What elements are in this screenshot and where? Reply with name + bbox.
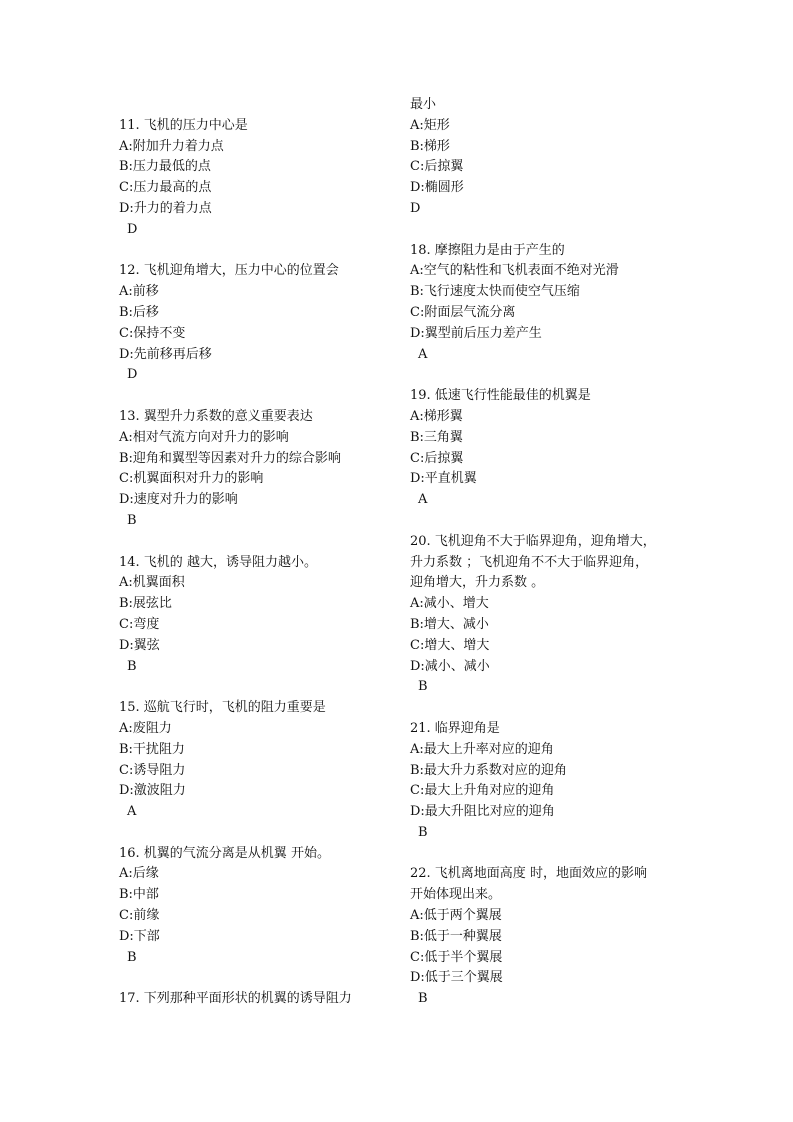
text-line: A:梯形翼 — [410, 408, 463, 424]
text-line: D:平直机翼 — [410, 471, 477, 487]
text-line: 开始体现出来。 — [410, 887, 502, 903]
answer-key: A — [127, 804, 137, 820]
text-line: B:后移 — [119, 304, 159, 320]
text-line: A:减小、增大 — [410, 596, 489, 612]
text-line: B:飞行速度太快而使空气压缩 — [410, 284, 580, 300]
answer-key: B — [418, 824, 428, 840]
blank-line — [410, 365, 690, 386]
text-line: 17. 下列那种平面形状的机翼的诱导阻力 — [119, 991, 352, 1007]
blank-line — [119, 386, 399, 407]
text-line: C:后掠翼 — [410, 159, 464, 175]
text-line: C:增大、增大 — [410, 637, 490, 653]
text-line: 20. 飞机迎角不大于临界迎角，迎角增大， — [410, 533, 656, 549]
text-line: D:翼型前后压力差产生 — [410, 325, 542, 341]
text-line: C:机翼面积对升力的影响 — [119, 471, 264, 487]
text-line: C:附面层气流分离 — [410, 304, 516, 320]
text-line: B:压力最低的点 — [119, 159, 211, 175]
blank-line — [410, 511, 690, 532]
text-line: 19. 低速飞行性能最佳的机翼是 — [410, 388, 591, 404]
answer-key: B — [127, 658, 137, 674]
text-line: B:迎角和翼型等因素对升力的综合影响 — [119, 450, 341, 466]
text-line: 22. 飞机离地面高度 时，地面效应的影响 — [410, 866, 647, 882]
blank-line — [119, 823, 399, 844]
text-line: A:最大上升率对应的迎角 — [410, 741, 554, 757]
text-line: B:干扰阻力 — [119, 741, 185, 757]
text-line: D:椭圆形 — [410, 180, 464, 196]
text-line: A:相对气流方向对升力的影响 — [119, 429, 289, 445]
text-line: C:保持不变 — [119, 325, 186, 341]
text-line: D:减小、减小 — [410, 658, 490, 674]
text-line: A:附加升力着力点 — [119, 138, 224, 154]
text-line: B:低于一种翼展 — [410, 928, 502, 944]
text-line: 16. 机翼的气流分离是从机翼 开始。 — [119, 845, 330, 861]
text-line: B:最大升力系数对应的迎角 — [410, 762, 567, 778]
text-line: D:低于三个翼展 — [410, 970, 503, 986]
text-line: A:低于两个翼展 — [410, 908, 502, 924]
text-line: A:废阻力 — [119, 720, 172, 736]
answer-key: A — [418, 346, 428, 362]
blank-line — [119, 532, 399, 553]
text-line: D:翼弦 — [119, 637, 160, 653]
text-line: 13. 翼型升力系数的意义重要表达 — [119, 408, 313, 424]
text-line: 12. 飞机迎角增大，压力中心的位置会 — [119, 263, 339, 279]
blank-line — [119, 95, 399, 116]
text-line: D:先前移再后移 — [119, 346, 212, 362]
right-column — [410, 95, 690, 1010]
text-line: B:梯形 — [410, 138, 450, 154]
text-line: B:三角翼 — [410, 429, 463, 445]
text-line: 18. 摩擦阻力是由于产生的 — [410, 242, 565, 258]
text-line: D:升力的着力点 — [119, 200, 212, 216]
text-line: 15. 巡航飞行时，飞机的阻力重要是 — [119, 700, 326, 716]
blank-line — [119, 241, 399, 262]
text-line: 21. 临界迎角是 — [410, 720, 500, 736]
answer-key: B — [418, 679, 428, 695]
text-line: C:压力最高的点 — [119, 180, 212, 196]
text-line: D:激波阻力 — [119, 783, 186, 799]
text-line: 11. 飞机的压力中心是 — [119, 117, 248, 133]
left-column — [119, 95, 399, 1010]
text-line: A:后缘 — [119, 866, 159, 882]
text-line: A:前移 — [119, 284, 159, 300]
answer-key: D — [127, 221, 138, 237]
answer-key: A — [418, 492, 428, 508]
blank-line — [410, 220, 690, 241]
text-line: D:最大升阻比对应的迎角 — [410, 804, 555, 820]
text-line: B:中部 — [119, 887, 159, 903]
text-line: C:诱导阻力 — [119, 762, 186, 778]
text-line: 14. 飞机的 越大，诱导阻力越小。 — [119, 554, 317, 570]
text-line: A:矩形 — [410, 117, 450, 133]
blank-line — [119, 677, 399, 698]
blank-line — [119, 968, 399, 989]
text-line: 最小 — [410, 97, 437, 112]
blank-line — [410, 844, 690, 865]
text-line: D — [410, 200, 421, 216]
text-line: C:后掠翼 — [410, 450, 464, 466]
text-line: C:前缘 — [119, 908, 160, 924]
text-line: D:速度对升力的影响 — [119, 492, 238, 508]
text-line: C:最大上升角对应的迎角 — [410, 783, 555, 799]
text-line: D:下部 — [119, 928, 160, 944]
text-line: A:机翼面积 — [119, 575, 185, 591]
text-line: 升力系数 ；飞机迎角不不大于临界迎角， — [410, 554, 649, 570]
text-line: C:低于半个翼展 — [410, 949, 503, 965]
answer-key: B — [418, 991, 428, 1007]
text-line: C:弯度 — [119, 616, 160, 632]
answer-key: B — [127, 512, 137, 528]
text-line: A:空气的粘性和飞机表面不绝对光滑 — [410, 263, 619, 279]
blank-line — [410, 698, 690, 719]
answer-key: B — [127, 949, 137, 965]
text-line: B:展弦比 — [119, 596, 172, 612]
answer-key: D — [127, 367, 138, 383]
text-line: B:增大、减小 — [410, 616, 489, 632]
text-line: 迎角增大，升力系数 。 — [410, 575, 545, 591]
